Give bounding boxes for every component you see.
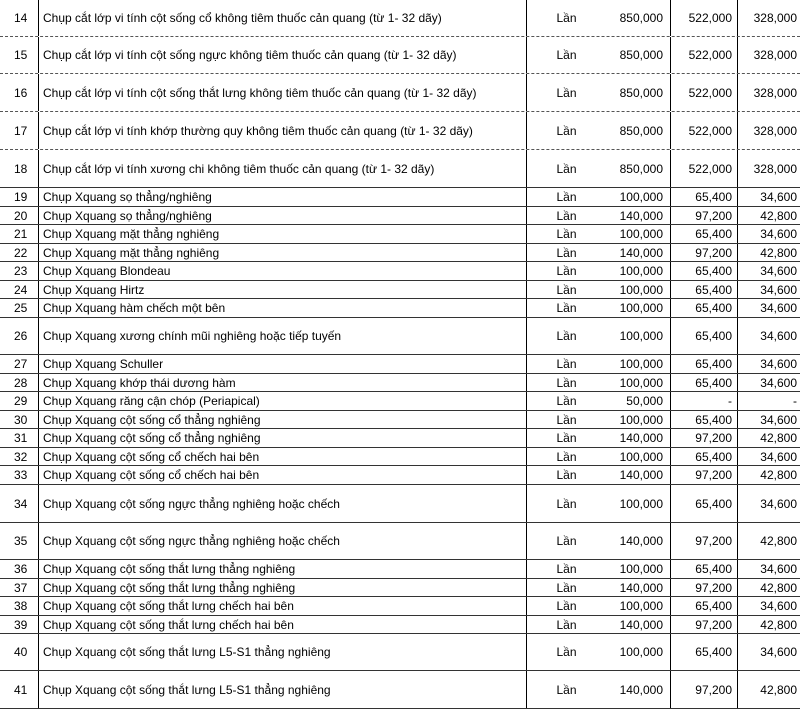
service-name: Chụp Xquang sọ thẳng/nghiêng [38, 207, 526, 224]
price-bhyt: 100,000 [619, 301, 663, 315]
price-difference: 328,000 [737, 74, 800, 111]
row-number: 37 [14, 580, 28, 595]
price-difference: 34,600 [737, 355, 800, 373]
unit: Lần [526, 671, 606, 708]
unit: Lần [526, 355, 606, 373]
service-name: Chụp cắt lớp vi tính khớp thường quy không tiêm thuốc cản quang (từ 1- 32 dãy) [38, 112, 526, 149]
table-row [0, 392, 800, 411]
row-number: 17 [14, 123, 28, 138]
price-bhyt: 140,000 [619, 431, 663, 445]
table-row [0, 411, 800, 429]
row-number: 22 [14, 245, 28, 260]
price-bhyt: 140,000 [619, 534, 663, 548]
service-name: Chụp cắt lớp vi tính xương chi không tiêm thuốc cản quang (từ 1- 32 dãy) [38, 150, 526, 187]
price-difference: 42,800 [737, 579, 800, 596]
table-row [0, 74, 800, 112]
price-difference: 328,000 [737, 150, 800, 187]
table-row [0, 355, 800, 374]
price-difference: 34,600 [737, 318, 800, 354]
price-column-2: 97,200 [670, 579, 737, 596]
price-column-2: 522,000 [670, 74, 737, 111]
price-bhyt: 100,000 [619, 562, 663, 576]
unit: Lần [526, 634, 606, 670]
row-number: 32 [14, 449, 28, 464]
price-difference: 42,800 [737, 466, 800, 484]
unit: Lần [526, 411, 606, 428]
price-bhyt: 100,000 [619, 227, 663, 241]
unit: Lần [526, 448, 606, 465]
price-bhyt: 100,000 [619, 190, 663, 204]
price-column-2: 522,000 [670, 112, 737, 149]
row-number: 38 [14, 599, 28, 613]
price-difference: 34,600 [737, 281, 800, 298]
unit: Lần [526, 579, 606, 596]
service-name: Chụp Xquang cột sống thắt lưng L5-S1 thẳng nghiêng [38, 671, 526, 708]
price-difference: 328,000 [737, 112, 800, 149]
service-name: Chụp Xquang cột sống ngực thẳng nghiêng hoặc chếch [38, 485, 526, 522]
price-bhyt: 850,000 [619, 85, 663, 100]
price-column-2: 65,400 [670, 188, 737, 206]
unit: Lần [526, 188, 606, 206]
table-row [0, 429, 800, 448]
service-name: Chụp Xquang cột sống cổ chếch hai bên [38, 448, 526, 465]
table-row [0, 616, 800, 634]
unit: Lần [526, 299, 606, 317]
price-column-2: 97,200 [670, 429, 737, 447]
table-row [0, 597, 800, 616]
table-row [0, 262, 800, 281]
row-number: 30 [14, 412, 28, 427]
service-name: Chụp Xquang cột sống cổ chếch hai bên [38, 466, 526, 484]
row-number: 35 [14, 534, 28, 548]
service-name: Chụp Xquang Schuller [38, 355, 526, 373]
price-bhyt: 140,000 [619, 617, 663, 632]
price-column-2: 65,400 [670, 374, 737, 391]
service-name: Chụp Xquang khớp thái dương hàm [38, 374, 526, 391]
price-difference: 42,800 [737, 671, 800, 708]
unit: Lần [526, 597, 606, 615]
price-column-2: 65,400 [670, 634, 737, 670]
price-column-2: 97,200 [670, 671, 737, 708]
price-difference: 34,600 [737, 188, 800, 206]
price-column-2: 65,400 [670, 560, 737, 578]
price-column-2: 65,400 [670, 411, 737, 428]
unit: Lần [526, 318, 606, 354]
price-bhyt: 100,000 [619, 412, 663, 427]
table-row [0, 318, 800, 355]
row-number: 16 [14, 85, 28, 100]
service-name: Chụp Xquang răng cận chóp (Periapical) [38, 392, 526, 410]
price-bhyt: 100,000 [619, 329, 663, 343]
service-name: Chụp Xquang xương chính mũi nghiêng hoặc tiếp tuyến [38, 318, 526, 354]
price-difference: 42,800 [737, 616, 800, 633]
row-number: 23 [14, 264, 28, 278]
price-bhyt: 100,000 [619, 282, 663, 297]
price-bhyt: 850,000 [619, 161, 663, 176]
price-column-2: 97,200 [670, 616, 737, 633]
row-number: 34 [14, 496, 28, 511]
price-column-2: 522,000 [670, 0, 737, 36]
table-row [0, 244, 800, 262]
service-name: Chụp Xquang cột sống thắt lưng thẳng nghiêng [38, 579, 526, 596]
service-name: Chụp Xquang mặt thẳng nghiêng [38, 244, 526, 261]
price-column-2: 65,400 [670, 262, 737, 280]
row-number: 33 [14, 468, 28, 482]
price-difference: - [737, 392, 800, 410]
price-bhyt: 100,000 [619, 264, 663, 278]
table-row [0, 281, 800, 299]
service-name: Chụp Xquang cột sống ngực thẳng nghiêng hoặc chếch [38, 523, 526, 559]
row-number: 26 [14, 329, 28, 343]
price-bhyt: 100,000 [619, 375, 663, 390]
price-column-2: 65,400 [670, 597, 737, 615]
unit: Lần [526, 523, 606, 559]
price-column-2: - [670, 392, 737, 410]
service-name: Chụp Xquang cột sống thắt lưng chếch hai bên [38, 616, 526, 633]
price-column-2: 97,200 [670, 466, 737, 484]
unit: Lần [526, 374, 606, 391]
unit: Lần [526, 0, 606, 36]
table-row [0, 560, 800, 579]
row-number: 29 [14, 394, 28, 408]
price-difference: 34,600 [737, 560, 800, 578]
unit: Lần [526, 466, 606, 484]
price-bhyt: 140,000 [619, 468, 663, 482]
unit: Lần [526, 429, 606, 447]
price-column-2: 65,400 [670, 485, 737, 522]
service-name: Chụp Xquang hàm chếch một bên [38, 299, 526, 317]
service-name: Chụp Xquang Blondeau [38, 262, 526, 280]
unit: Lần [526, 207, 606, 224]
price-bhyt: 100,000 [619, 599, 663, 613]
unit: Lần [526, 112, 606, 149]
price-difference: 34,600 [737, 225, 800, 243]
price-difference: 328,000 [737, 0, 800, 36]
price-bhyt: 850,000 [619, 123, 663, 138]
table-row [0, 225, 800, 244]
service-name: Chụp cắt lớp vi tính cột sống ngực không tiêm thuốc cản quang (từ 1- 32 dãy) [38, 37, 526, 73]
price-column-2: 65,400 [670, 318, 737, 354]
price-bhyt: 140,000 [619, 580, 663, 595]
price-column-2: 65,400 [670, 355, 737, 373]
price-difference: 42,800 [737, 207, 800, 224]
service-name: Chụp Xquang cột sống thắt lưng chếch hai bên [38, 597, 526, 615]
price-bhyt: 140,000 [619, 245, 663, 260]
service-name: Chụp cắt lớp vi tính cột sống cổ không tiêm thuốc cản quang (từ 1- 32 dãy) [38, 0, 526, 36]
row-number: 28 [14, 375, 28, 390]
service-name: Chụp Xquang sọ thẳng/nghiêng [38, 188, 526, 206]
service-name: Chụp Xquang cột sống thắt lưng L5-S1 thẳng nghiêng [38, 634, 526, 670]
row-number: 19 [14, 190, 28, 204]
row-number: 20 [14, 208, 28, 223]
table-row [0, 207, 800, 225]
table-row [0, 0, 800, 37]
price-difference: 34,600 [737, 299, 800, 317]
price-bhyt: 100,000 [619, 496, 663, 511]
price-difference: 34,600 [737, 262, 800, 280]
service-name: Chụp Xquang mặt thẳng nghiêng [38, 225, 526, 243]
price-bhyt: 850,000 [619, 48, 663, 62]
row-number: 31 [14, 431, 28, 445]
price-bhyt: 50,000 [626, 394, 663, 408]
table-row [0, 523, 800, 560]
row-number: 39 [14, 617, 28, 632]
price-difference: 42,800 [737, 244, 800, 261]
table-row [0, 299, 800, 318]
price-difference: 34,600 [737, 374, 800, 391]
row-number: 15 [14, 48, 28, 62]
price-bhyt: 100,000 [619, 449, 663, 464]
row-number: 21 [14, 227, 28, 241]
table-row [0, 112, 800, 150]
table-row [0, 485, 800, 523]
price-difference: 42,800 [737, 523, 800, 559]
unit: Lần [526, 392, 606, 410]
price-difference: 328,000 [737, 37, 800, 73]
table-row [0, 374, 800, 392]
price-column-2: 65,400 [670, 448, 737, 465]
price-column-2: 522,000 [670, 150, 737, 187]
row-number: 41 [14, 682, 28, 697]
price-difference: 34,600 [737, 634, 800, 670]
table-row [0, 188, 800, 207]
price-column-2: 97,200 [670, 523, 737, 559]
row-number: 18 [14, 161, 28, 176]
price-bhyt: 140,000 [619, 208, 663, 223]
table-row [0, 634, 800, 671]
table-row [0, 466, 800, 485]
price-column-2: 97,200 [670, 244, 737, 261]
service-name: Chụp Xquang cột sống thắt lưng thẳng nghiêng [38, 560, 526, 578]
price-column-2: 65,400 [670, 299, 737, 317]
price-bhyt: 100,000 [619, 645, 663, 659]
unit: Lần [526, 244, 606, 261]
price-difference: 34,600 [737, 448, 800, 465]
row-number: 24 [14, 282, 28, 297]
price-difference: 34,600 [737, 411, 800, 428]
table-row [0, 579, 800, 597]
unit: Lần [526, 262, 606, 280]
table-row [0, 448, 800, 466]
row-number: 40 [14, 645, 28, 659]
unit: Lần [526, 74, 606, 111]
price-column-2: 65,400 [670, 225, 737, 243]
price-bhyt: 850,000 [619, 11, 663, 25]
price-column-2: 65,400 [670, 281, 737, 298]
price-column-2: 97,200 [670, 207, 737, 224]
price-bhyt: 100,000 [619, 357, 663, 371]
service-name: Chụp Xquang cột sống cổ thẳng nghiêng [38, 429, 526, 447]
price-column-2: 522,000 [670, 37, 737, 73]
row-number: 27 [14, 357, 28, 371]
table-row [0, 150, 800, 188]
price-difference: 34,600 [737, 597, 800, 615]
unit: Lần [526, 225, 606, 243]
service-name: Chụp Xquang cột sống cổ thẳng nghiêng [38, 411, 526, 428]
unit: Lần [526, 150, 606, 187]
table-row [0, 671, 800, 709]
table-row [0, 37, 800, 74]
price-bhyt: 140,000 [619, 682, 663, 697]
row-number: 36 [14, 562, 28, 576]
unit: Lần [526, 37, 606, 73]
unit: Lần [526, 560, 606, 578]
row-number: 14 [14, 11, 28, 25]
price-difference: 42,800 [737, 429, 800, 447]
unit: Lần [526, 281, 606, 298]
unit: Lần [526, 616, 606, 633]
service-name: Chụp Xquang Hirtz [38, 281, 526, 298]
unit: Lần [526, 485, 606, 522]
service-name: Chụp cắt lớp vi tính cột sống thắt lưng không tiêm thuốc cản quang (từ 1- 32 dãy) [38, 74, 526, 111]
price-difference: 34,600 [737, 485, 800, 522]
row-number: 25 [14, 301, 28, 315]
